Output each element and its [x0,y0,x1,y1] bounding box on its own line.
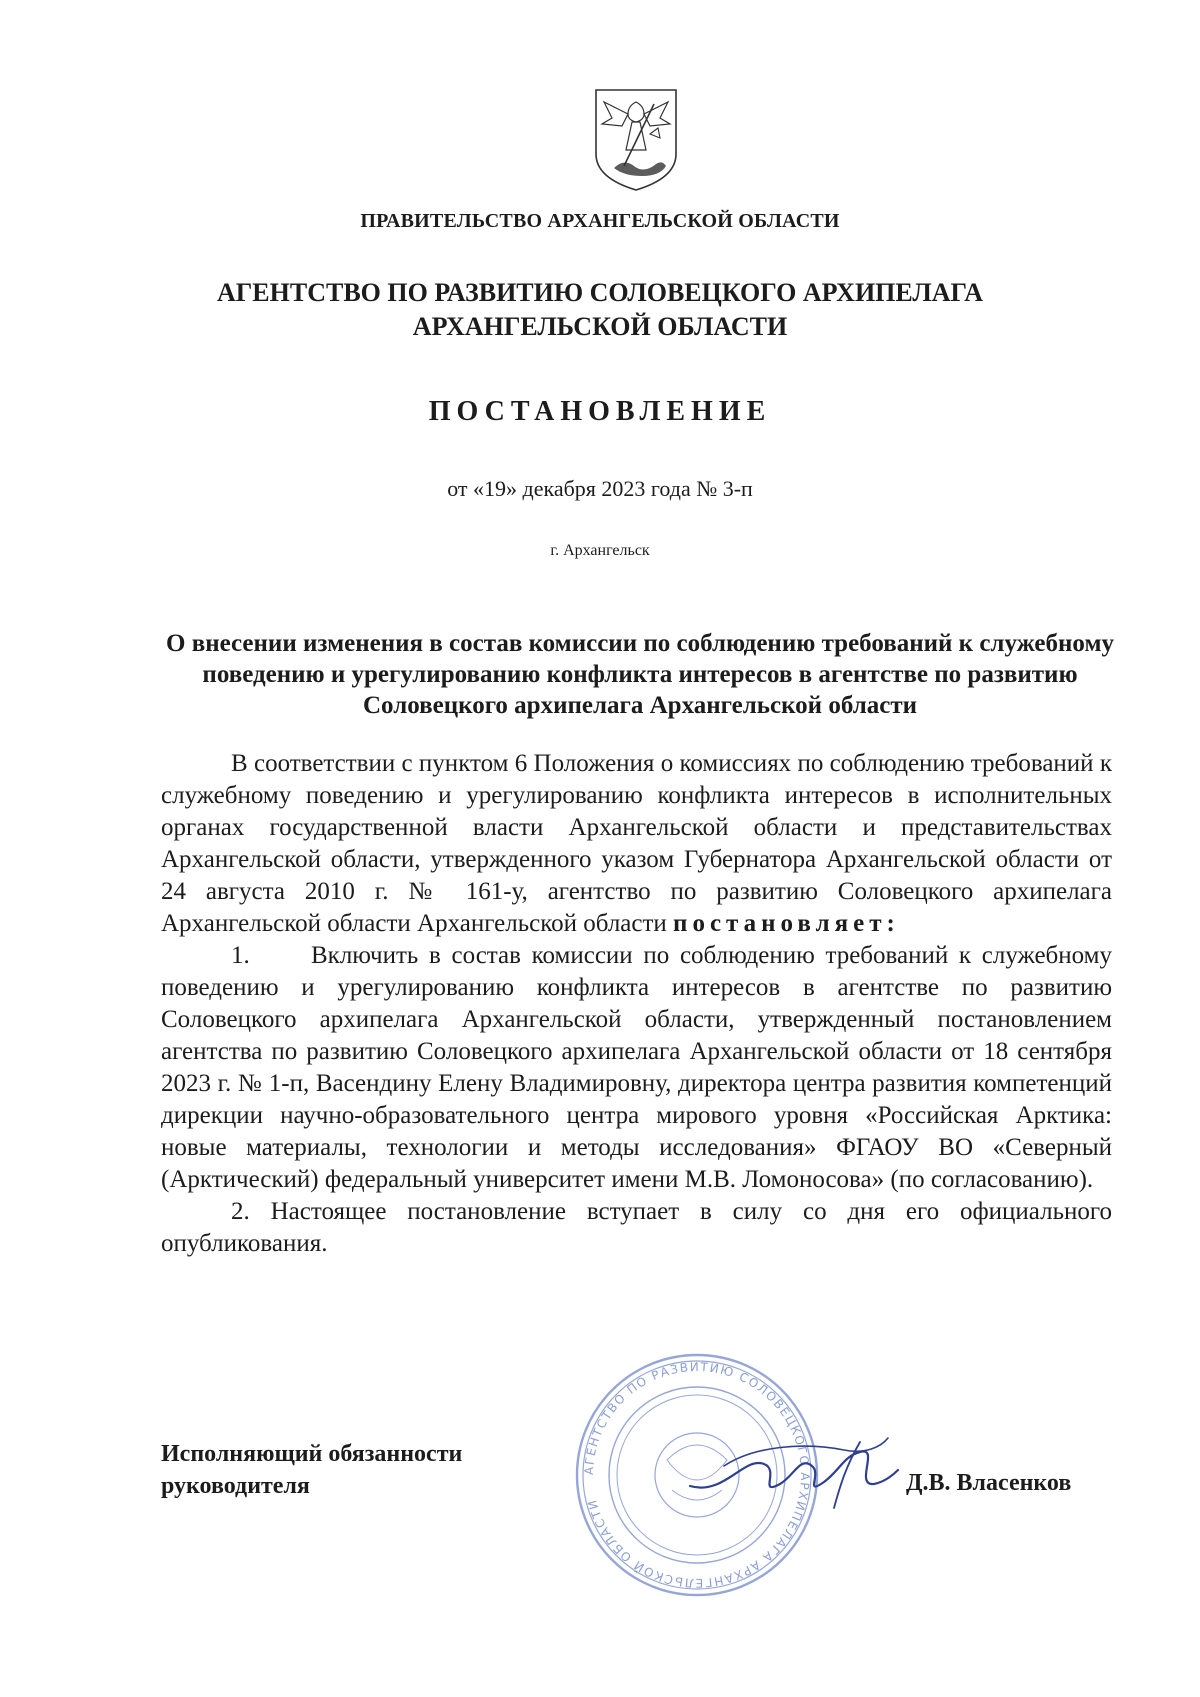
document-body [161,748,1112,1260]
signatory-position-line1: Исполняющий обязанности [161,1441,463,1467]
agency-name-line2: АРХАНГЕЛЬСКОЙ ОБЛАСТИ [412,312,788,341]
item-1-number: 1. [231,942,250,969]
government-name: ПРАВИТЕЛЬСТВО АРХАНГЕЛЬСКОЙ ОБЛАСТИ [360,210,840,232]
document-type: ПОСТАНОВЛЕНИЕ [428,396,772,427]
agency-name-line1: АГЕНТСТВО ПО РАЗВИТИЮ СОЛОВЕЦКОГО АРХИПЕЛАГА [216,278,984,307]
agency-name [0,276,1200,344]
document-date-number: от «19» декабря 2023 года № 3-п [447,476,753,501]
stamp-text: АГЕНТСТВО ПО РАЗВИТИЮ СОЛОВЕЦКОГО АРХИПЕЛАГА АРХАНГЕЛЬСКОЙ ОБЛАСТИ [581,1359,813,1591]
preamble-text: В соответствии с пунктом 6 Положения о комиссиях по соблюдению требований к служебному поведению и урегулированию конфликта интересов в исполнительных органах государственной власти Архангельской области и представительствах Архангельской области, утвержденного указом Губернатора Архангельской области от 24 августа 2010 г. № 161-у, агентство по развитию Соловецкого архипелага Архангельской области Архангельской области [161,750,1112,937]
item-1-paragraph [161,940,1112,1196]
item-2-paragraph: 2. Настоящее постановление вступает в силу со дня его официального опубликования. [161,1198,1112,1257]
resolves-word: постановляет: [673,910,900,937]
coat-of-arms-icon [588,84,684,194]
document-subject: О внесении изменения в состав комиссии по соблюдению требований к служебному поведению и урегулированию конфликта интересов в агентстве по развитию Соловецкого архипелага Архангельской области [166,630,1114,719]
signatory-name: Д.В. Власенков [906,1470,1072,1496]
document-city: г. Архангельск [550,542,650,559]
item-1-text: Включить в состав комиссии по соблюдению требований к служебному поведению и урегулированию конфликта интересов в агентстве по развитию Соловецкого архипелага Архангельской области, утвержденный постановлением агентства по развитию Соловецкого архипелага Архангельской области от 18 сентября 2023 г. № 1-п, Васендину Елену Владимировну, директора центра развития компетенций дирекции научно-образовательного центра мирового уровня «Российская Арктика: новые материалы, технологии и методы исследования» ФГАОУ ВО «Северный (Арктический) федеральный университет имени М.В. Ломоносова» (по согласованию). [161,942,1112,1193]
signatory-position-line2: руководителя [161,1473,310,1499]
handwritten-signature [684,1426,904,1516]
preamble-paragraph [161,748,1112,940]
signatory-position [161,1438,462,1502]
